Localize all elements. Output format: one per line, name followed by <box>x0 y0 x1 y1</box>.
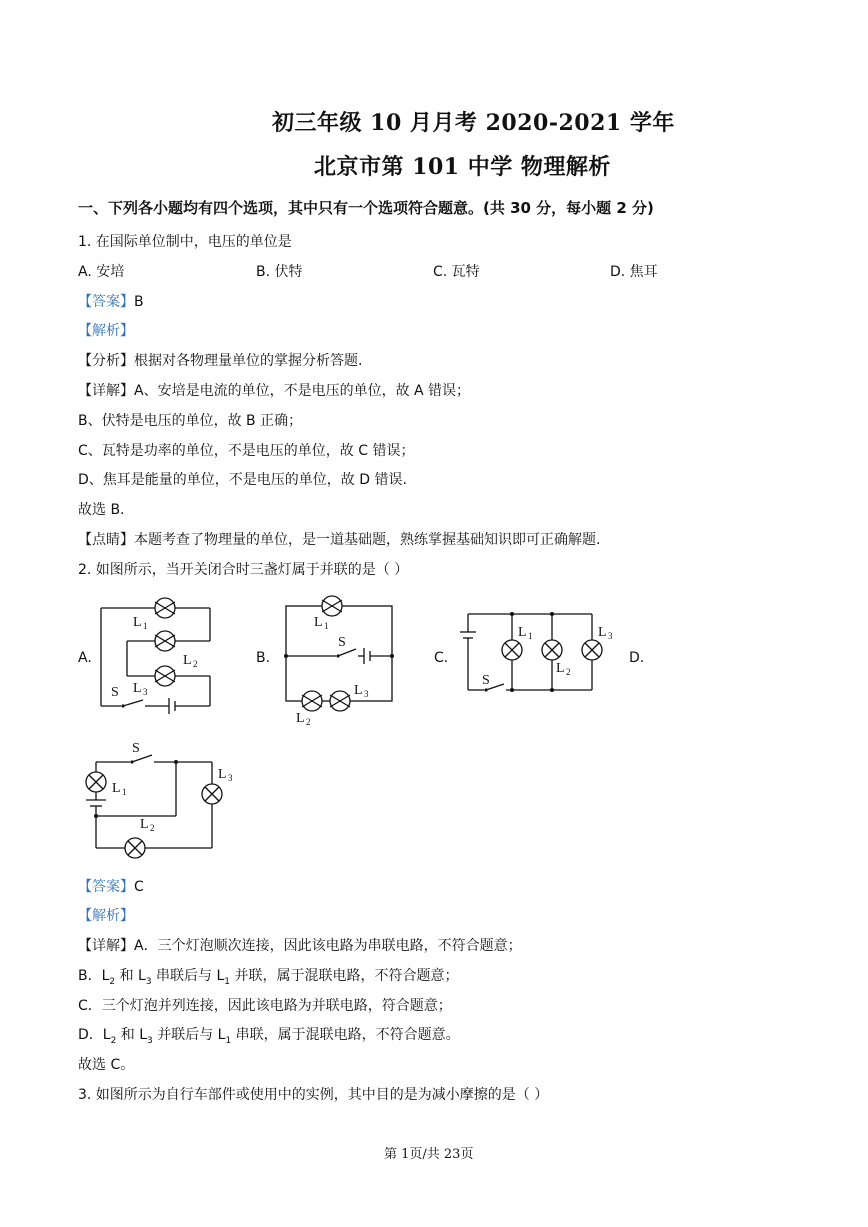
label-l3-sub: 3 <box>228 773 233 783</box>
xiangjie-tag: 【详解】 <box>78 383 134 399</box>
label-s: S <box>338 635 346 650</box>
label-l2-sub: 2 <box>193 659 198 669</box>
label-l2: L <box>556 661 565 676</box>
dianjing-tag: 【点睛】 <box>78 532 134 548</box>
q2-option-d-label: D. <box>629 650 645 666</box>
q1-option-b: B. 伏特 <box>256 264 303 280</box>
q1-detail-line-4: D、焦耳是能量的单位，不是电压的单位，故 D 错误. <box>78 472 407 488</box>
doc-title-line1: 初三年级 10 月月考 2020-2021 学年 <box>272 110 675 136</box>
label-l2-sub: 2 <box>150 823 155 833</box>
text-part: 和 L <box>119 968 146 984</box>
text-part: 和 L <box>120 1027 148 1043</box>
label-s: S <box>482 673 490 688</box>
label-l2-sub: 2 <box>566 667 571 677</box>
text-part: 并联，属于混联电路，不符合题意； <box>234 968 459 984</box>
q2-detail-line-1 <box>78 935 522 955</box>
label-l2: L <box>296 711 305 726</box>
q2-option-b-label: B. <box>256 650 271 666</box>
label-l1: L <box>314 615 323 630</box>
q1-analysis-tag: 【解析】 <box>78 323 134 339</box>
fenxi-text: 根据对各物理量单位的掌握分析答题. <box>134 353 363 369</box>
fenxi-tag: 【分析】 <box>78 353 134 369</box>
label-l1-sub: 1 <box>143 621 148 631</box>
label-s: S <box>132 741 140 756</box>
detail-text: A．三个灯泡顺次连接，因此该电路为串联电路，不符合题意； <box>134 938 522 954</box>
label-l3-sub: 3 <box>364 689 369 699</box>
section-heading: 一、下列各小题均有四个选项，其中只有一个选项符合题意。(共 30 分，每小题 2 分) <box>78 199 654 217</box>
label-l1: L <box>133 615 142 630</box>
circuit-diagram-c <box>456 606 616 706</box>
answer-value: C <box>134 879 144 895</box>
q1-dianjing <box>78 529 600 549</box>
subscript: 1 <box>225 1035 232 1046</box>
subscript: 1 <box>224 976 231 987</box>
label-l1-sub: 1 <box>324 621 329 631</box>
label-l3: L <box>218 767 227 782</box>
label-l1-sub: 1 <box>122 787 127 797</box>
subscript: 3 <box>145 976 152 987</box>
q2-conclusion: 故选 C。 <box>78 1057 135 1073</box>
q1-conclusion: 故选 B. <box>78 502 125 518</box>
q1-detail-line-2: B、伏特是电压的单位，故 B 正确； <box>78 413 303 429</box>
q1-detail-line-1 <box>78 380 470 400</box>
q2-option-c-label: C. <box>434 650 449 666</box>
label-l3-sub: 3 <box>143 687 148 697</box>
text-part: B．L <box>78 968 110 984</box>
q1-option-d: D. 焦耳 <box>610 264 658 280</box>
label-l2: L <box>183 653 192 668</box>
label-l2: L <box>140 817 149 832</box>
q1-fenxi <box>78 350 362 370</box>
dianjing-text: 本题考查了物理量的单位，是一道基础题，熟练掌握基础知识即可正确解题. <box>134 532 601 548</box>
label-l3: L <box>598 625 607 640</box>
subscript: 2 <box>109 976 116 987</box>
label-l1-sub: 1 <box>528 631 533 641</box>
label-l3: L <box>133 681 142 696</box>
answer-tag: 【答案】 <box>78 294 134 310</box>
label-l1: L <box>112 781 121 796</box>
q2-analysis-tag: 【解析】 <box>78 908 134 924</box>
q1-option-c: C. 瓦特 <box>433 264 480 280</box>
subscript: 2 <box>110 1035 117 1046</box>
label-l3: L <box>354 683 363 698</box>
answer-tag: 【答案】 <box>78 879 134 895</box>
circuit-diagram-d <box>80 738 240 863</box>
label-s: S <box>111 685 119 700</box>
q2-detail-line-3: C．三个灯泡并列连接，因此该电路为并联电路，符合题意； <box>78 998 452 1014</box>
q2-answer <box>78 876 144 896</box>
q3-stem: 3. 如图所示为自行车部件或使用中的实例，其中目的是为减小摩擦的是（ ） <box>78 1087 549 1103</box>
label-l3-sub: 3 <box>608 631 613 641</box>
q1-detail-line-3: C、瓦特是功率的单位，不是电压的单位，故 C 错误； <box>78 443 415 459</box>
text-part: 串联，属于混联电路，不符合题意。 <box>235 1027 460 1043</box>
text-part: 并联后与 L <box>157 1027 226 1043</box>
q2-option-a-label: A. <box>78 650 92 666</box>
doc-title-line2: 北京市第 101 中学 物理解析 <box>314 154 611 180</box>
page-footer: 第 1页/共 23页 <box>384 1147 474 1162</box>
answer-value: B <box>134 294 144 310</box>
label-l1: L <box>518 625 527 640</box>
q2-detail-line-2 <box>78 965 458 987</box>
circuit-diagram-b <box>280 592 400 727</box>
q1-option-a: A. 安培 <box>78 264 125 280</box>
q2-stem: 2. 如图所示，当开关闭合时三盏灯属于并联的是（ ） <box>78 562 409 578</box>
text-part: D．L <box>78 1027 111 1043</box>
label-l2-sub: 2 <box>306 717 311 727</box>
q1-stem: 1. 在国际单位制中，电压的单位是 <box>78 234 292 250</box>
circuit-diagram-a <box>95 596 220 716</box>
q2-detail-line-4 <box>78 1024 460 1046</box>
q1-answer <box>78 291 144 311</box>
text-part: 串联后与 L <box>156 968 225 984</box>
detail-text: A、安培是电流的单位，不是电压的单位，故 A 错误； <box>134 383 471 399</box>
xiangjie-tag: 【详解】 <box>78 938 134 954</box>
subscript: 3 <box>147 1035 153 1046</box>
